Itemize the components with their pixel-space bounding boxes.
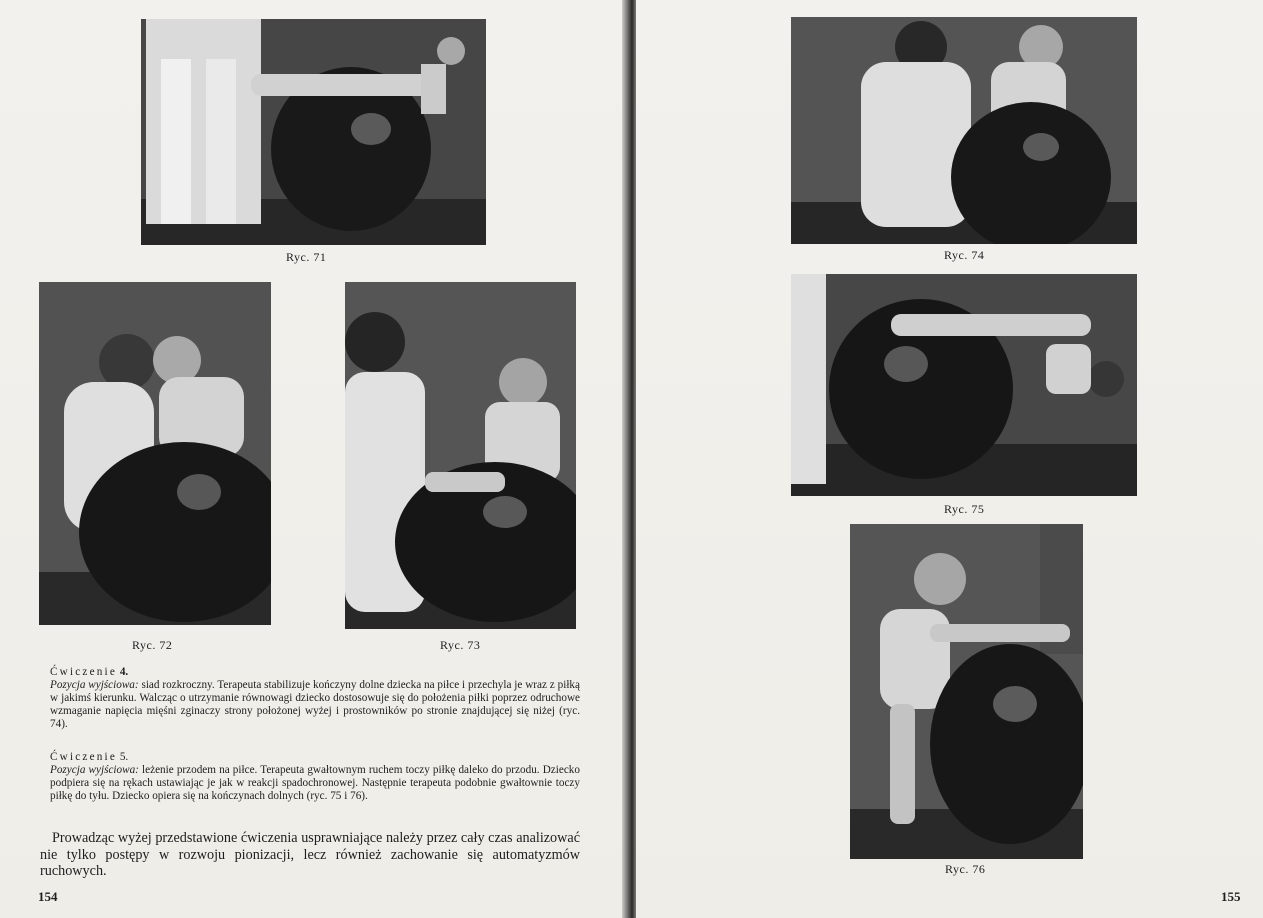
figure-71-photo	[141, 19, 486, 245]
left-page-number: 154	[38, 889, 58, 904]
figure-73-caption: Ryc. 73	[440, 638, 481, 652]
exercise-4-text: siad rozkroczny. Terapeuta stabilizuje kończyny dolne dziecka na piłce i przechyla je wraz z piłką w jakimś kierunku. Walcząc o utrzymanie równowagi dziecko dostosowuje się do położenia piłki poprzez odruchowe wzmaganie napięcia mięśni zginaczy strony położonej wyżej i prostowników po stronie znajdującej się niżej (ryc. 74).	[50, 679, 580, 730]
right-page	[636, 0, 1263, 918]
exercise-4-title: Ćwiczenie	[50, 666, 118, 678]
exercise-5-position-label: Pozycja wyjściowa:	[50, 764, 139, 776]
exercise-5-number: 5.	[119, 751, 129, 763]
figure-72-caption: Ryc. 72	[132, 638, 173, 652]
exercise-4-position-label: Pozycja wyjściowa:	[50, 679, 139, 691]
figure-72-photo	[39, 282, 271, 625]
figure-76-photo	[850, 524, 1083, 859]
figure-74-photo	[791, 17, 1137, 244]
exercise-5-text: leżenie przodem na piłce. Terapeuta gwałtownym ruchem toczy piłkę daleko do przodu. Dziecko podpiera się na rękach ustawiając je jak w reakcji spadochronowej. Następnie terapeuta podobnie gwałtownie toczy piłkę do tyłu. Dziecko opiera się na kończynach dolnych (ryc. 75 i 76).	[50, 764, 580, 802]
exercise-4-block	[50, 666, 580, 731]
exercise-5-heading	[50, 751, 580, 764]
left-page	[0, 0, 628, 918]
exercise-4-paragraph	[50, 679, 580, 731]
exercise-4-number: 4.	[119, 666, 129, 678]
figure-74-caption: Ryc. 74	[944, 248, 985, 262]
exercise-4-heading	[50, 666, 580, 679]
closing-paragraph: Prowadząc wyżej przedstawione ćwiczenia usprawniające należy przez cały czas analizować nie tylko postępy w rozwoju pionizacji, lecz również zachowanie się automatyzmów ruchowych.	[40, 830, 580, 879]
figure-75-caption: Ryc. 75	[944, 502, 985, 516]
figure-75-photo	[791, 274, 1137, 496]
figure-71-caption: Ryc. 71	[286, 250, 327, 264]
right-page-number: 155	[1221, 889, 1241, 904]
exercise-5-paragraph	[50, 764, 580, 803]
exercise-5-block	[50, 751, 580, 803]
figure-73-photo	[345, 282, 576, 629]
exercise-5-title: Ćwiczenie	[50, 751, 118, 763]
figure-76-caption: Ryc. 76	[945, 862, 986, 876]
